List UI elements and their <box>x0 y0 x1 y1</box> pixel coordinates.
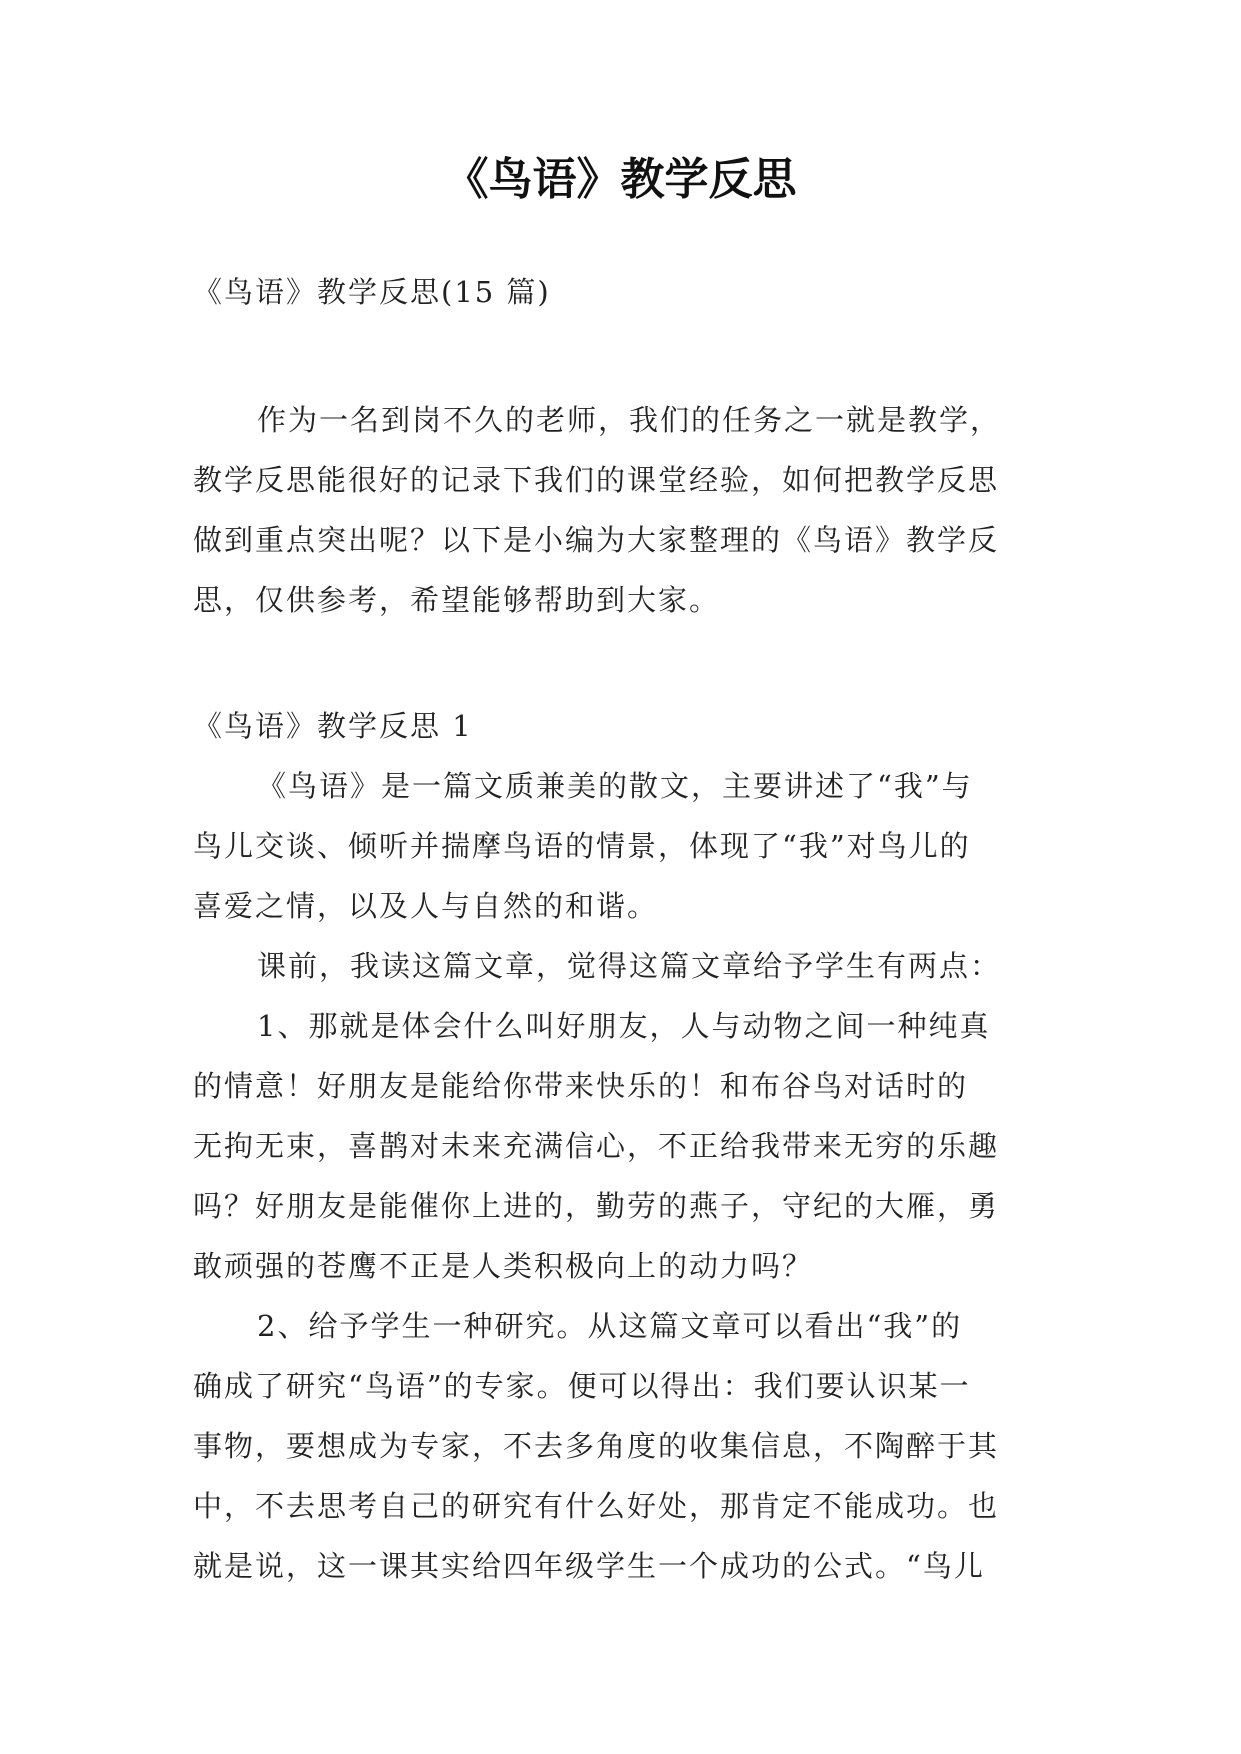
paragraph-line: 课前，我读这篇文章，觉得这篇文章给予学生有两点： <box>257 949 1002 983</box>
paragraph-line: 《鸟语》是一篇文质兼美的散文，主要讲述了“我”与 <box>257 769 973 803</box>
paragraph-line: 敢顽强的苍鹰不正是人类积极向上的动力吗？ <box>193 1249 814 1283</box>
intro-line: 思，仅供参考，希望能够帮助到大家。 <box>193 583 721 617</box>
intro-line: 作为一名到岗不久的老师，我们的任务之一就是教学， <box>257 403 1002 437</box>
paragraph-line: 吗？好朋友是能催你上进的，勤劳的燕子，守纪的大雁，勇 <box>193 1189 1000 1223</box>
body-paragraph-3 <box>193 996 1049 1296</box>
spacer <box>193 630 1049 696</box>
document-body <box>193 262 1049 1596</box>
paragraph-line: 喜爱之情，以及人与自然的和谐。 <box>193 889 659 923</box>
intro-line: 教学反思能很好的记录下我们的课堂经验，如何把教学反思 <box>193 463 1000 497</box>
paragraph-line: 事物，要想成为专家，不去多角度的收集信息，不陶醉于其 <box>193 1429 1000 1463</box>
body-paragraph-2 <box>193 936 1049 996</box>
paragraph-line: 1、那就是体会什么叫好朋友，人与动物之间一种纯真 <box>257 1009 991 1043</box>
paragraph-line: 就是说，这一课其实给四年级学生一个成功的公式。“鸟儿 <box>193 1549 985 1583</box>
paragraph-line: 中，不去思考自己的研究有什么好处，那肯定不能成功。也 <box>193 1489 1000 1523</box>
paragraph-line: 确成了研究“鸟语”的专家。便可以得出：我们要认识某一 <box>193 1369 971 1403</box>
paragraph-line: 无拘无束，喜鹊对未来充满信心，不正给我带来无穷的乐趣 <box>193 1129 1000 1163</box>
intro-paragraph <box>193 390 1049 630</box>
section-heading: 《鸟语》教学反思 1 <box>193 709 473 743</box>
paragraph-line: 鸟儿交谈、倾听并揣摩鸟语的情景，体现了“我”对鸟儿的 <box>193 829 971 863</box>
body-paragraph-4 <box>193 1296 1049 1596</box>
document-subtitle: 《鸟语》教学反思(15 篇) <box>193 275 551 309</box>
paragraph-line: 2、给予学生一种研究。从这篇文章可以看出“我”的 <box>257 1309 963 1343</box>
spacer <box>193 322 1049 390</box>
intro-line: 做到重点突出呢？以下是小编为大家整理的《鸟语》教学反 <box>193 523 1000 557</box>
document-title: 《鸟语》教学反思 <box>444 154 797 205</box>
body-paragraph-1 <box>193 756 1049 936</box>
paragraph-line: 的情意！好朋友是能给你带来快乐的！和布谷鸟对话时的 <box>193 1069 969 1103</box>
